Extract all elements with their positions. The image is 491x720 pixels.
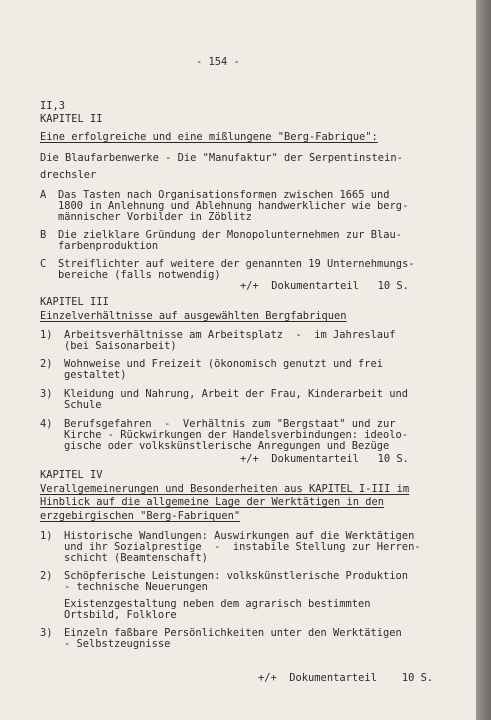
kapitel4-heading: KAPITEL IV: [40, 469, 103, 481]
doc-note: +/+ Dokumentarteil 10 S.: [240, 453, 409, 465]
kapitel3-title: Einzelverhältnisse auf ausgewählten Bergfabriquen: [40, 310, 347, 322]
kapitel4-title-line: Verallgemeinerungen und Besonderheiten aus KAPITEL I-III im: [40, 483, 410, 495]
list-item-line: bereiche (falls notwendig): [58, 269, 221, 281]
list-marker: B: [40, 229, 47, 241]
list-item-line: Das Tasten nach Organisationsformen zwischen 1665 und: [58, 189, 390, 201]
kapitel2-intro-line: Die Blaufarbenwerke - Die "Manufaktur" der Serpentinstein-: [40, 152, 403, 164]
list-item-line: - technische Neuerungen: [64, 581, 208, 593]
list-item-line: Die zielklare Gründung der Monopolunternehmen zur Blau-: [58, 229, 403, 241]
list-item-line: Ortsbild, Folklore: [64, 609, 177, 621]
kapitel4-title-line: Hinblick auf die allgemeine Lage der Werktätigen in den: [40, 496, 385, 508]
list-item-line: und ihr Sozialprestige - instabile Stellung zur Herren-: [64, 541, 421, 553]
list-item-line: männischer Vorbilder in Zöblitz: [58, 211, 252, 223]
doc-note: +/+ Dokumentarteil 10 S.: [240, 280, 409, 292]
kapitel2-title: Eine erfolgreiche und eine mißlungene "Berg-Fabrique":: [40, 131, 378, 143]
kapitel2-intro-line: drechsler: [40, 169, 97, 181]
list-item-line: Historische Wandlungen: Auswirkungen auf die Werktätigen: [64, 530, 415, 542]
list-item-line: 1800 in Anlehnung und Ablehnung handwerklicher wie berg-: [58, 200, 409, 212]
list-item-line: Arbeitsverhältnisse am Arbeitsplatz - im Jahreslauf: [64, 329, 396, 341]
list-item-line: gestaltet): [64, 369, 127, 381]
list-marker: 2): [40, 358, 53, 370]
list-marker: 3): [40, 388, 53, 400]
list-item-line: Existenzgestaltung neben dem agrarisch bestimmten: [64, 598, 371, 610]
list-item-line: Wohnweise und Freizeit (ökonomisch genutzt und frei: [64, 358, 384, 370]
list-item-line: gische oder volkskünstlerische Anregungen und Bezüge: [64, 440, 390, 452]
list-item-line: Streiflichter auf weitere der genannten 19 Unternehmungs-: [58, 258, 415, 270]
kapitel3-heading: KAPITEL III: [40, 296, 109, 308]
kapitel4-title-line: erzgebirgischen "Berg-Fabriquen": [40, 510, 241, 522]
list-item-line: - Selbstzeugnisse: [64, 638, 171, 650]
doc-note: +/+ Dokumentarteil 10 S.: [258, 672, 434, 684]
list-item-line: Einzeln faßbare Persönlichkeiten unter den Werktätigen: [64, 627, 402, 639]
list-marker: 4): [40, 418, 53, 430]
list-marker: 2): [40, 570, 53, 582]
list-marker: 1): [40, 530, 53, 542]
list-item-line: (bei Saisonarbeit): [64, 340, 177, 352]
list-marker: 3): [40, 627, 53, 639]
list-item-line: Kleidung und Nahrung, Arbeit der Frau, Kinderarbeit und: [64, 388, 409, 400]
page-number: - 154 -: [196, 56, 240, 68]
list-marker: C: [40, 258, 47, 270]
book-edge: [476, 0, 491, 720]
list-item-line: Schöpferische Leistungen: volkskünstlerische Produktion: [64, 570, 409, 582]
list-item-line: Berufsgefahren - Verhältnis zum "Bergstaat" und zur: [64, 418, 396, 430]
section-code: II,3: [40, 100, 66, 112]
list-marker: A: [40, 189, 47, 201]
list-item-line: Schule: [64, 399, 102, 411]
list-item-line: Kirche - Rückwirkungen der Handelsverbindungen: ideolo-: [64, 429, 409, 441]
kapitel2-heading: KAPITEL II: [40, 113, 103, 125]
list-item-line: schicht (Beamtenschaft): [64, 552, 208, 564]
list-marker: 1): [40, 329, 53, 341]
list-item-line: farbenproduktion: [58, 240, 159, 252]
